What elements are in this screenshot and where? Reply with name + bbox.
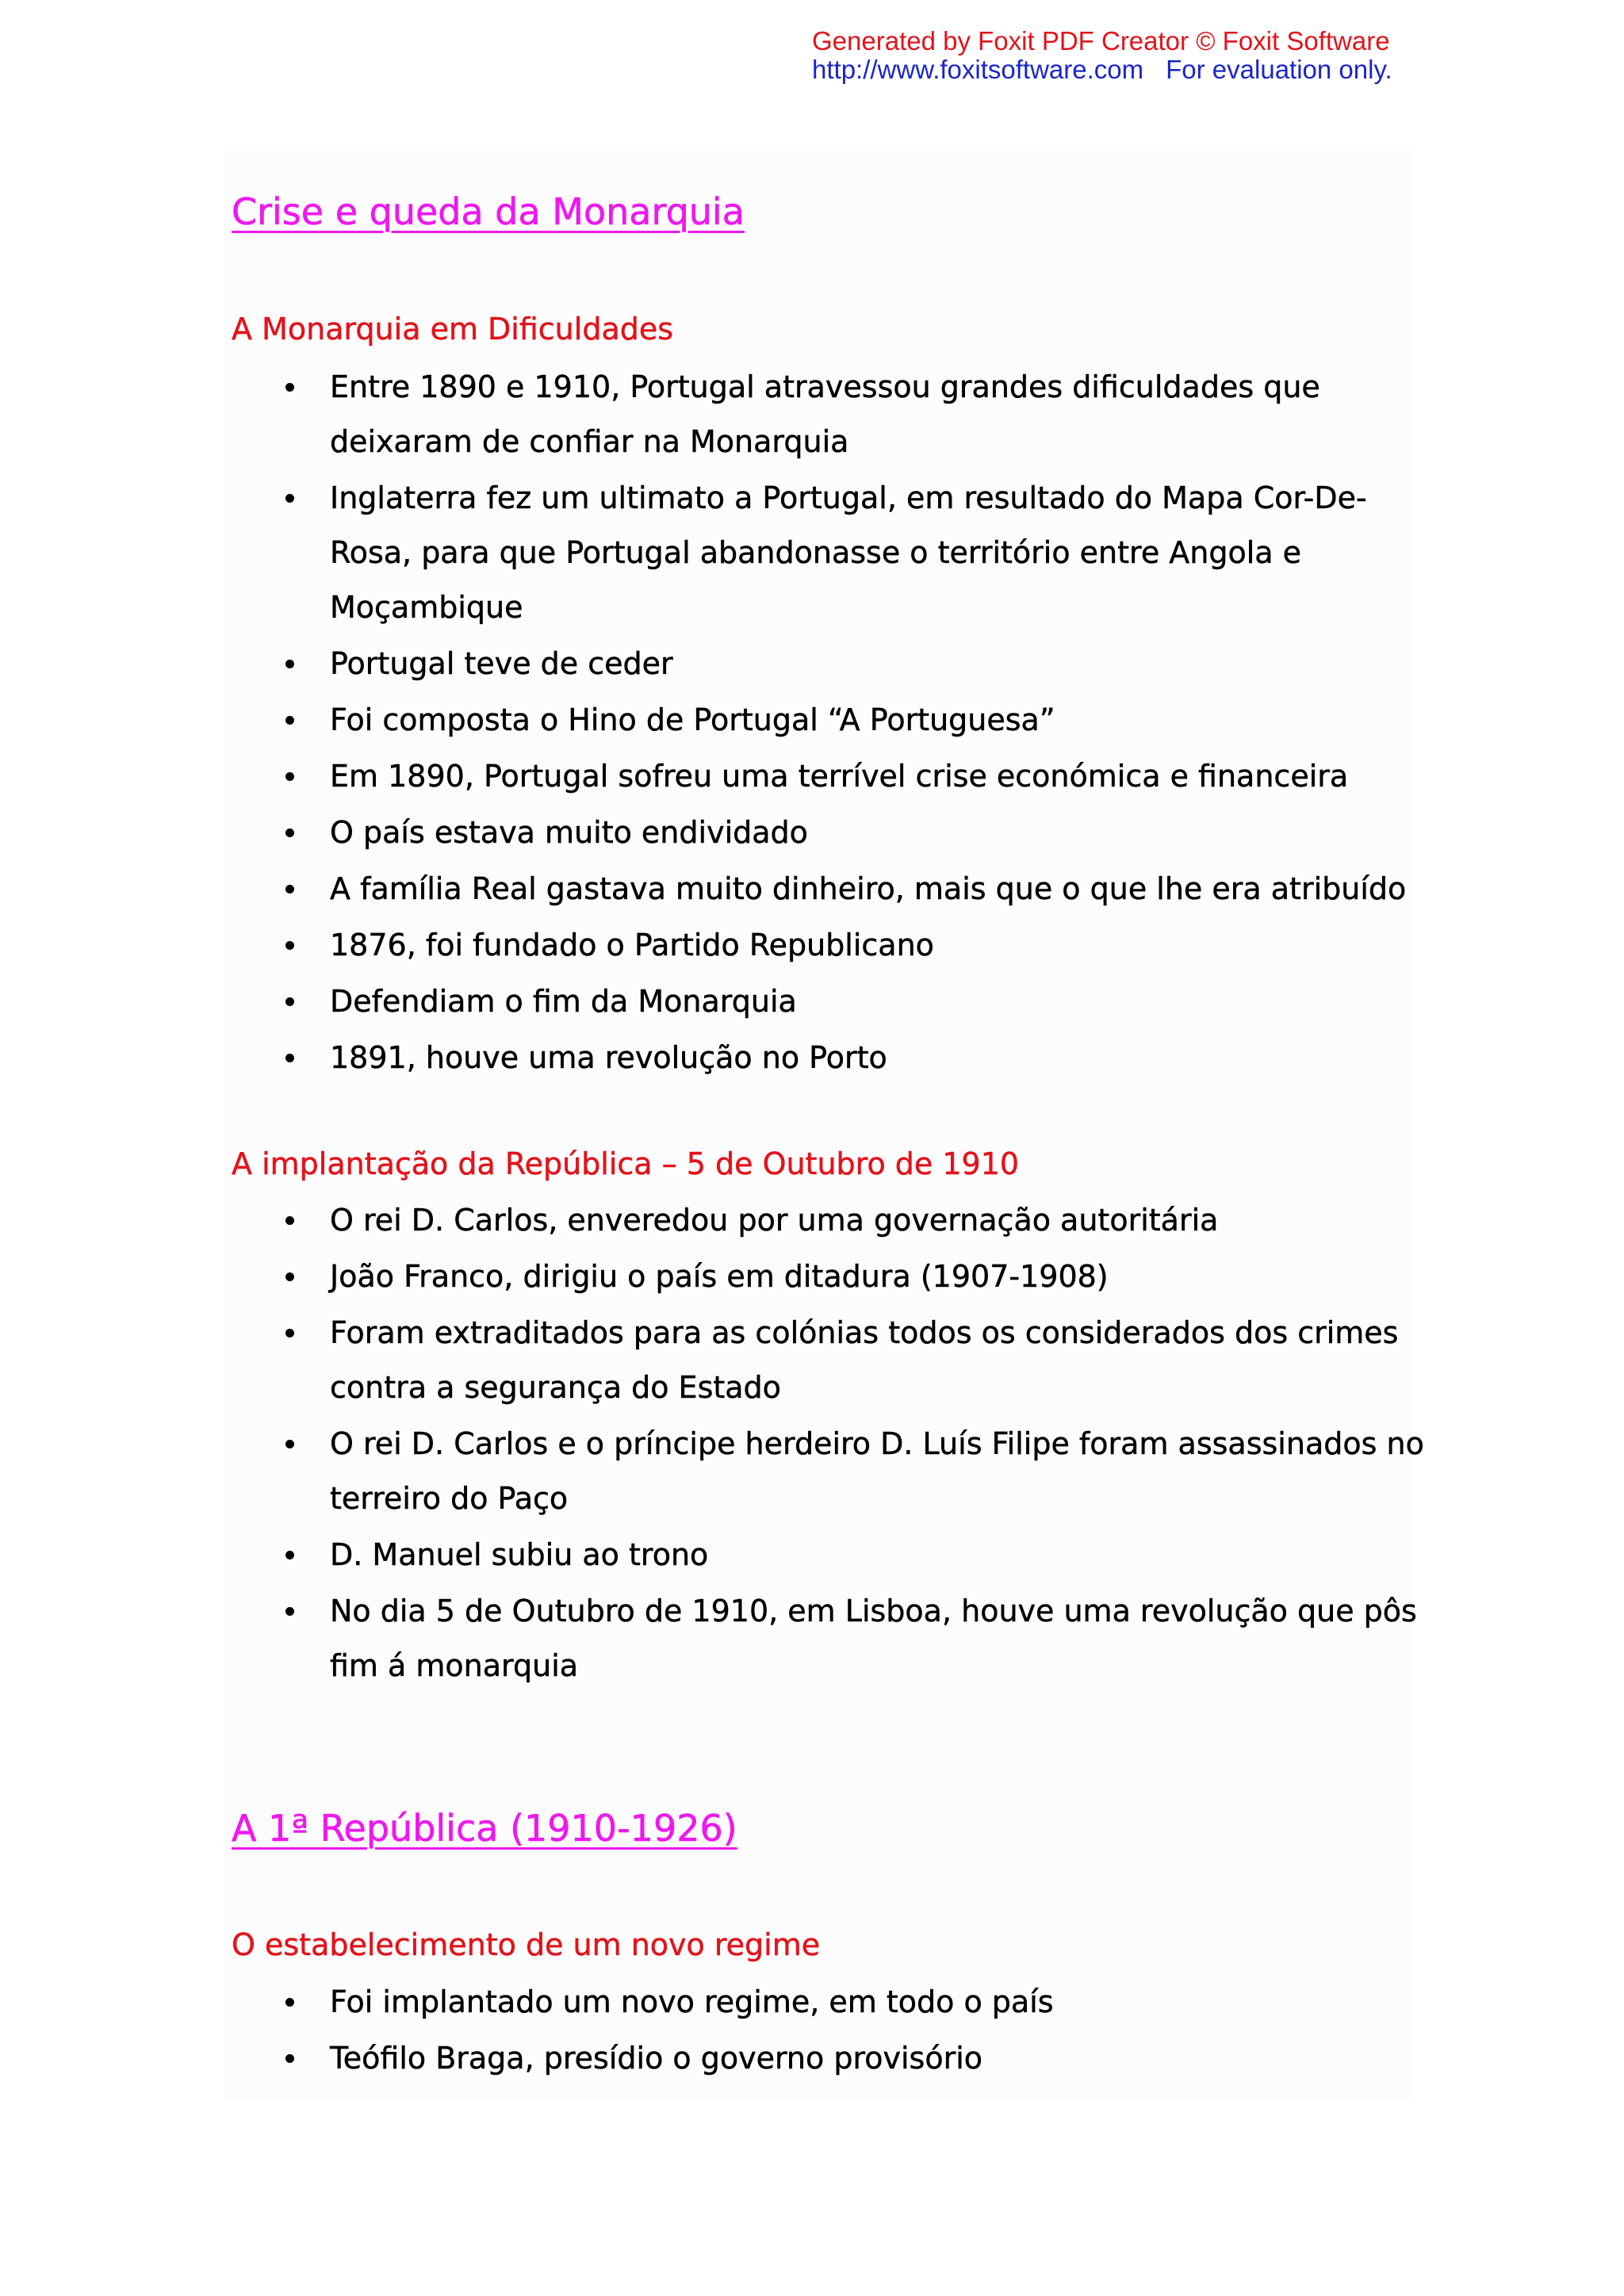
bullet-list-dificuldades — [232, 360, 1429, 1087]
subheading-monarquia-dificuldades: A Monarquia em Dificuldades — [232, 312, 674, 346]
list-item — [232, 1417, 1429, 1526]
watermark-line1: Generated by Foxit PDF Creator © Foxit Software — [812, 26, 1390, 55]
list-item-text: 1876, foi fundado o Partido Republicano — [330, 928, 934, 962]
list-item — [232, 1031, 1429, 1085]
list-item-text: Teófilo Braga, presídio o governo provisório — [330, 2041, 983, 2076]
list-item — [232, 1584, 1429, 1693]
bullet-icon — [285, 716, 294, 725]
list-item-text: O país estava muito endividado — [330, 815, 808, 850]
list-item-text: O rei D. Carlos, enveredou por uma governação autoritária — [330, 1203, 1219, 1238]
bullet-icon — [285, 1551, 294, 1559]
bullet-icon — [285, 660, 294, 668]
list-item-text: D. Manuel subiu ao trono — [330, 1537, 709, 1572]
list-item — [232, 806, 1429, 860]
section-title-crise: Crise e queda da Monarquia — [232, 190, 745, 233]
watermark-url[interactable]: http://www.foxitsoftware.com — [812, 55, 1144, 84]
bullet-list-implantacao — [232, 1193, 1429, 1695]
list-item-text: No dia 5 de Outubro de 1910, em Lisboa, houve uma revolução que pôs fim á monarquia — [330, 1594, 1417, 1683]
list-item-text: Foi composta o Hino de Portugal “A Portuguesa” — [330, 702, 1055, 737]
list-item — [232, 862, 1429, 916]
list-item — [232, 918, 1429, 973]
list-item-text: Entre 1890 e 1910, Portugal atravessou grandes dificuldades que deixaram de confiar na Monarquia — [330, 369, 1320, 459]
list-item — [232, 1193, 1429, 1248]
list-item-text: Portugal teve de ceder — [330, 646, 673, 681]
bullet-icon — [285, 941, 294, 950]
list-item — [232, 749, 1429, 804]
bullet-icon — [285, 2054, 294, 2063]
subheading-implantacao-republica: A implantação da República – 5 de Outubro de 1910 — [232, 1146, 1020, 1181]
bullet-icon — [285, 1998, 294, 2007]
bullet-icon — [285, 885, 294, 894]
section-title-primeira-republica: A 1ª República (1910-1926) — [232, 1807, 737, 1850]
bullet-icon — [285, 1607, 294, 1616]
list-item-text: Em 1890, Portugal sofreu uma terrível crise económica e financeira — [330, 759, 1349, 794]
list-item-text: 1891, houve uma revolução no Porto — [330, 1040, 887, 1075]
bullet-icon — [285, 1054, 294, 1062]
list-item — [232, 360, 1429, 469]
list-item-text: Foi implantado um novo regime, em todo o país — [330, 1984, 1054, 2019]
foxit-watermark — [812, 27, 1392, 84]
list-item-text: Foram extraditados para as colónias todos os considerados dos crimes contra a segurança do Estado — [330, 1315, 1399, 1405]
list-item — [232, 693, 1429, 748]
bullet-list-novo-regime — [232, 1975, 1429, 2087]
list-item — [232, 1306, 1429, 1415]
watermark-note: For evaluation only. — [1166, 55, 1392, 84]
watermark-line2 — [812, 55, 1392, 84]
list-item-text: Inglaterra fez um ultimato a Portugal, em resultado do Mapa Cor-De-Rosa, para que Portugal abandonasse o território entre Angola e Moçambique — [330, 480, 1367, 625]
list-item — [232, 471, 1429, 635]
bullet-icon — [285, 828, 294, 837]
bullet-icon — [285, 772, 294, 781]
subheading-novo-regime: O estabelecimento de um novo regime — [232, 1927, 821, 1962]
list-item-text: O rei D. Carlos e o príncipe herdeiro D. Luís Filipe foram assassinados no terreiro do Paço — [330, 1426, 1424, 1516]
bullet-icon — [285, 1216, 294, 1225]
list-item-text: Defendiam o fim da Monarquia — [330, 984, 797, 1019]
list-item — [232, 1975, 1429, 2030]
list-item — [232, 2031, 1429, 2086]
bullet-icon — [285, 383, 294, 392]
bullet-icon — [285, 1440, 294, 1448]
bullet-icon — [285, 1329, 294, 1337]
list-item — [232, 1249, 1429, 1304]
list-item — [232, 974, 1429, 1029]
bullet-icon — [285, 1272, 294, 1281]
bullet-icon — [285, 997, 294, 1006]
bullet-icon — [285, 494, 294, 503]
list-item — [232, 637, 1429, 691]
list-item-text: A família Real gastava muito dinheiro, mais que o que lhe era atribuído — [330, 871, 1407, 906]
list-item-text: João Franco, dirigiu o país em ditadura (1907-1908) — [330, 1259, 1109, 1294]
list-item — [232, 1528, 1429, 1582]
